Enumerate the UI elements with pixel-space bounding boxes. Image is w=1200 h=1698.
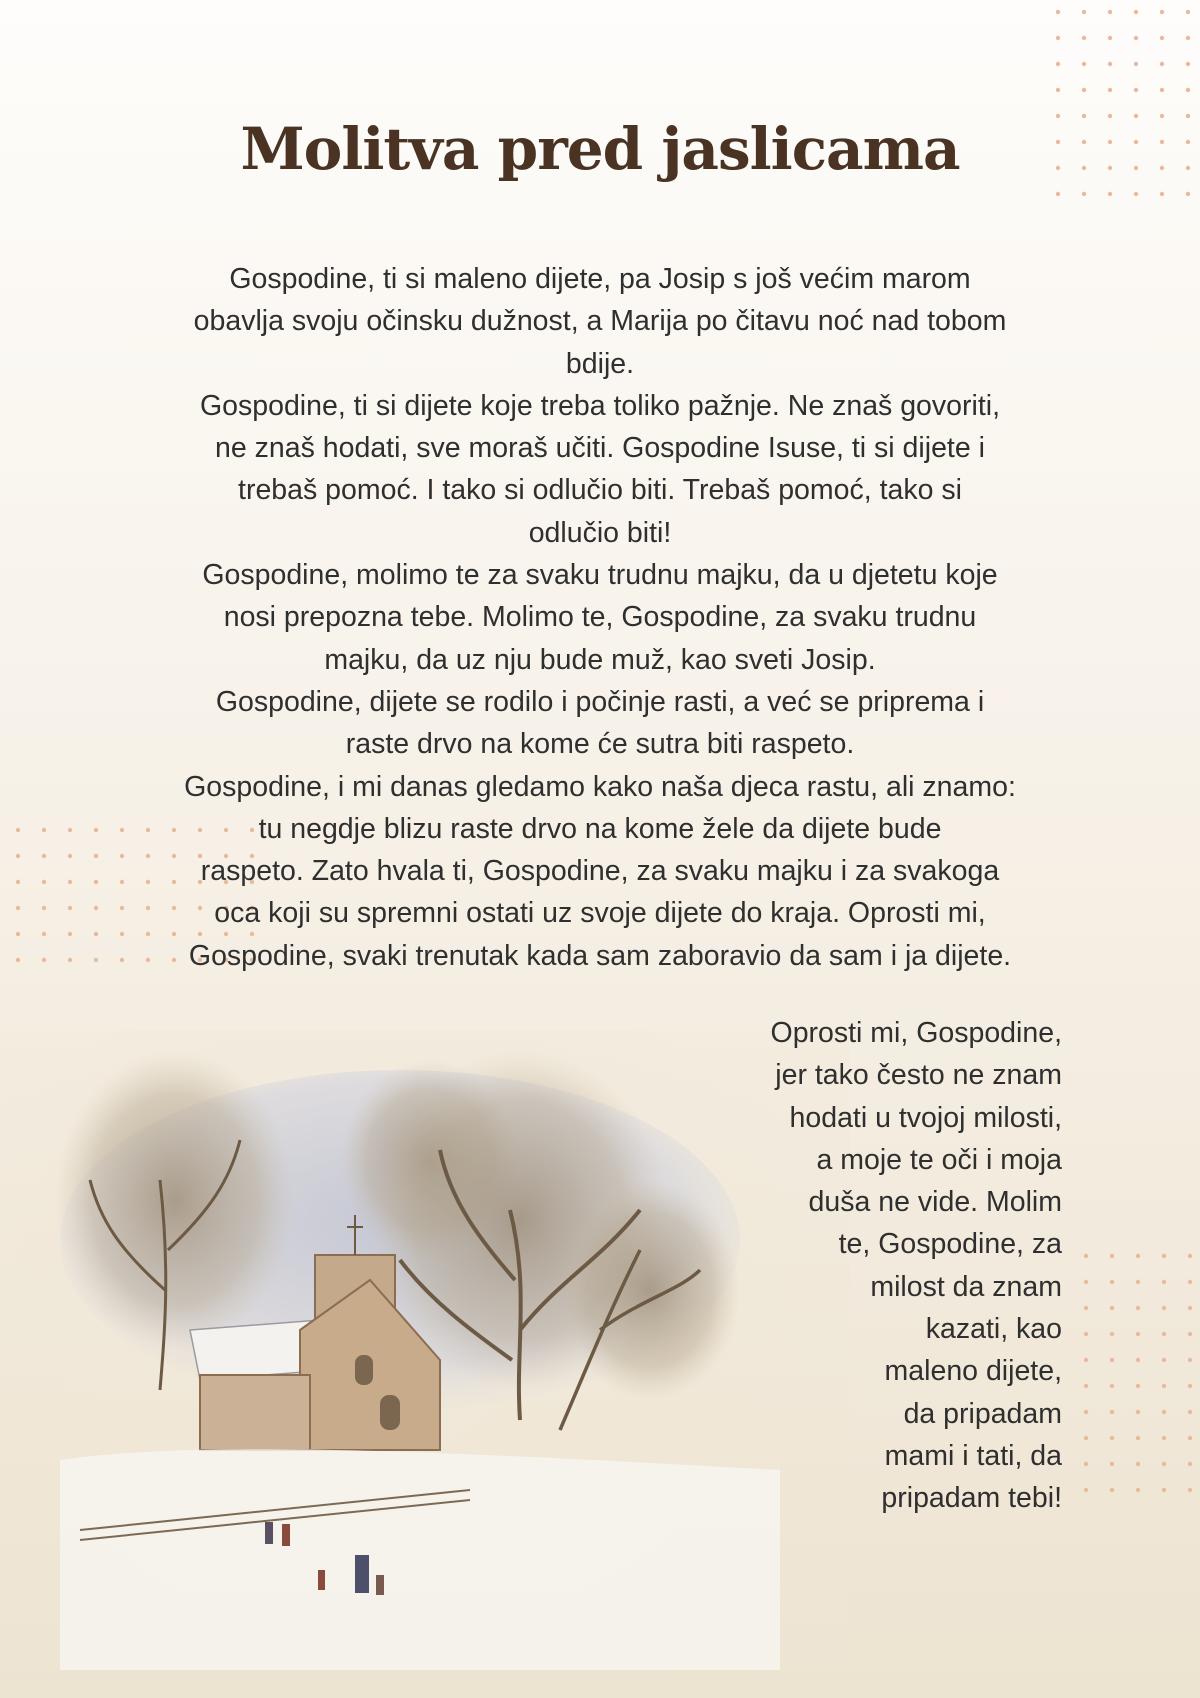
side-line: da pripadam (903, 1397, 1062, 1430)
decor-dot (1136, 1280, 1140, 1284)
decor-dot (1162, 1436, 1166, 1440)
prayer-line: ne znaš hodati, sve moraš učiti. Gospodine Isuse, ti si dijete i (215, 432, 985, 465)
figure-child (318, 1570, 325, 1590)
decor-dot (94, 932, 98, 936)
page-title: Molitva pred jaslicama (240, 115, 960, 183)
side-line: te, Gospodine, za (838, 1228, 1062, 1261)
dot-pattern-top-right (1052, 6, 1200, 216)
side-line: hodati u tvojoj milosti, (789, 1101, 1062, 1134)
decor-dot (1084, 1488, 1088, 1492)
prayer-line: Gospodine, molimo te za svaku trudnu majku, da u djetetu koje (202, 559, 998, 592)
decor-dot (1186, 88, 1190, 92)
side-line: a moje te oči i moja (816, 1143, 1062, 1176)
snowy-ground (60, 1449, 780, 1670)
decor-dot (1162, 1358, 1166, 1362)
decor-dot (16, 880, 20, 884)
decor-dot (1084, 1358, 1088, 1362)
decor-dot (16, 958, 20, 962)
decor-dot (1110, 1306, 1114, 1310)
decor-dot (1084, 1436, 1088, 1440)
decor-dot (94, 906, 98, 910)
decor-dot (1134, 192, 1138, 196)
decor-dot (1136, 1436, 1140, 1440)
decor-dot (1188, 1358, 1192, 1362)
decor-dot (1134, 62, 1138, 66)
decor-dot (1162, 1462, 1166, 1466)
decor-dot (1056, 10, 1060, 14)
dot-pattern-top-right-svg (1052, 6, 1200, 216)
decor-dot (1056, 36, 1060, 40)
decor-dot (1110, 1254, 1114, 1258)
decor-dot (1188, 1410, 1192, 1414)
decor-dot (1136, 1332, 1140, 1336)
prayer-body (130, 258, 1070, 977)
dot-pattern-bottom-right (1080, 1250, 1200, 1520)
decor-dot (1084, 1254, 1088, 1258)
decor-dot (16, 828, 20, 832)
decor-dot (1134, 36, 1138, 40)
side-line: jer tako često ne znam (775, 1059, 1062, 1092)
decor-dot (1160, 36, 1164, 40)
decor-dot (1136, 1462, 1140, 1466)
decor-dot (1188, 1306, 1192, 1310)
prayer-line: raspeto. Zato hvala ti, Gospodine, za svaku majku i za svakoga (200, 855, 1000, 888)
decor-dot (120, 958, 124, 962)
decor-dot (68, 958, 72, 962)
prayer-line: bdije. (565, 347, 635, 380)
prayer-line: oca koji su spremni ostati uz svoje dijete do kraja. Oprosti mi, (214, 897, 986, 930)
decor-dot (1186, 10, 1190, 14)
decor-dot (42, 854, 46, 858)
side-line: milost da znam (870, 1270, 1062, 1303)
decor-dot (1110, 1280, 1114, 1284)
decor-dot (1084, 1280, 1088, 1284)
church-window (355, 1355, 373, 1385)
decor-dot (1108, 10, 1112, 14)
side-line: pripadam tebi! (881, 1482, 1062, 1515)
decor-dot (1162, 1410, 1166, 1414)
prayer-line: raste drvo na kome će sutra biti raspeto. (345, 728, 855, 761)
decor-dot (68, 828, 72, 832)
decor-dot (1084, 1306, 1088, 1310)
church-window-lower (380, 1395, 400, 1430)
prayer-line: tu negdje blizu raste drvo na kome žele da dijete bude (258, 812, 942, 845)
side-line: kazati, kao (925, 1313, 1062, 1346)
prayer-line: trebaš pomoć. I tako si odlučio biti. Trebaš pomoć, tako si (238, 474, 962, 507)
decor-dot (68, 854, 72, 858)
decor-dot (1108, 36, 1112, 40)
decor-dot (1188, 1462, 1192, 1466)
decor-dot (94, 958, 98, 962)
decor-dot (16, 854, 20, 858)
decor-dot (1082, 62, 1086, 66)
decor-dot (1056, 62, 1060, 66)
decor-dot (1186, 62, 1190, 66)
decor-dot (42, 906, 46, 910)
prayer-line: Gospodine, dijete se rodilo i počinje rasti, a već se priprema i (215, 685, 985, 718)
decor-dot (1084, 1384, 1088, 1388)
decor-dot (16, 932, 20, 936)
decor-dot (1186, 192, 1190, 196)
side-line: duša ne vide. Molim (808, 1186, 1062, 1219)
prayer-line: Gospodine, i mi danas gledamo kako naša djeca rastu, ali znamo: (184, 770, 1016, 803)
side-line: Oprosti mi, Gospodine, (770, 1017, 1062, 1049)
decor-dot (16, 906, 20, 910)
decor-dot (1110, 1488, 1114, 1492)
decor-dot (1162, 1384, 1166, 1388)
dot-pattern-bottom-right-svg (1080, 1250, 1200, 1520)
decor-dot (1082, 192, 1086, 196)
prayer-line: majku, da uz nju bude muž, kao sveti Josip. (324, 643, 876, 676)
decor-dot (120, 880, 124, 884)
decor-dot (68, 880, 72, 884)
decor-dot (42, 932, 46, 936)
decor-dot (120, 906, 124, 910)
decor-dot (1134, 88, 1138, 92)
decor-dot (1136, 1488, 1140, 1492)
decor-dot (1110, 1358, 1114, 1362)
prayer-line: odlučio biti! (528, 516, 672, 549)
decor-dot (1136, 1384, 1140, 1388)
decor-dot (94, 828, 98, 832)
decor-dot (1162, 1488, 1166, 1492)
prayer-line: obavlja svoju očinsku dužnost, a Marija po čitavu noć nad tobom (193, 305, 1007, 338)
decor-dot (1082, 88, 1086, 92)
prayer-line: Gospodine, ti si dijete koje treba toliko pažnje. Ne znaš govoriti, (199, 389, 1001, 422)
winter-church-illustration-svg (0, 1030, 850, 1670)
decor-dot (1186, 36, 1190, 40)
decor-dot (42, 828, 46, 832)
decor-dot (1056, 88, 1060, 92)
decor-dot (1162, 1306, 1166, 1310)
decor-dot (1160, 10, 1164, 14)
side-line: mami i tati, da (884, 1439, 1062, 1472)
decor-dot (1188, 1332, 1192, 1336)
side-line: maleno dijete, (884, 1355, 1062, 1388)
decor-dot (1136, 1306, 1140, 1310)
decor-dot (1160, 88, 1164, 92)
decor-dot (94, 880, 98, 884)
decor-dot (1136, 1358, 1140, 1362)
decor-dot (1162, 1332, 1166, 1336)
decor-dot (1110, 1462, 1114, 1466)
decor-dot (1110, 1436, 1114, 1440)
figure-1 (265, 1522, 273, 1544)
decor-dot (120, 828, 124, 832)
decor-dot (1134, 10, 1138, 14)
church-nave-wall (200, 1375, 310, 1450)
figure-2 (282, 1524, 290, 1546)
decor-dot (42, 880, 46, 884)
tree-left (55, 1050, 295, 1350)
decor-dot (1188, 1436, 1192, 1440)
decor-dot (1082, 36, 1086, 40)
decor-dot (1136, 1254, 1140, 1258)
decor-dot (1110, 1384, 1114, 1388)
decor-dot (1160, 62, 1164, 66)
decor-dot (1082, 10, 1086, 14)
decor-dot (1056, 192, 1060, 196)
decor-dot (1162, 1254, 1166, 1258)
decor-dot (1162, 1280, 1166, 1284)
figure-woman (355, 1555, 369, 1593)
decor-dot (1108, 62, 1112, 66)
decor-dot (68, 932, 72, 936)
decor-dot (1084, 1332, 1088, 1336)
decor-dot (1188, 1488, 1192, 1492)
decor-dot (1108, 88, 1112, 92)
decor-dot (1084, 1462, 1088, 1466)
decor-dot (1188, 1280, 1192, 1284)
decor-dot (1136, 1410, 1140, 1414)
prayer-side-text (771, 1012, 1062, 1520)
decor-dot (1188, 1384, 1192, 1388)
decor-dot (94, 854, 98, 858)
figure-child-2 (376, 1575, 384, 1595)
decor-dot (68, 906, 72, 910)
decor-dot (1084, 1410, 1088, 1414)
decor-dot (1188, 1254, 1192, 1258)
decor-dot (1160, 192, 1164, 196)
decor-dot (1108, 192, 1112, 196)
prayer-line: nosi prepozna tebe. Molimo te, Gospodine, za svaku trudnu (223, 601, 977, 634)
decor-dot (1110, 1410, 1114, 1414)
decor-dot (120, 854, 124, 858)
decor-dot (120, 932, 124, 936)
decor-dot (42, 958, 46, 962)
prayer-line: Gospodine, ti si maleno dijete, pa Josip s još većim marom (229, 263, 971, 295)
prayer-line: Gospodine, svaki trenutak kada sam zaboravio da sam i ja dijete. (188, 939, 1012, 972)
decor-dot (1110, 1332, 1114, 1336)
winter-church-illustration (0, 1030, 850, 1675)
